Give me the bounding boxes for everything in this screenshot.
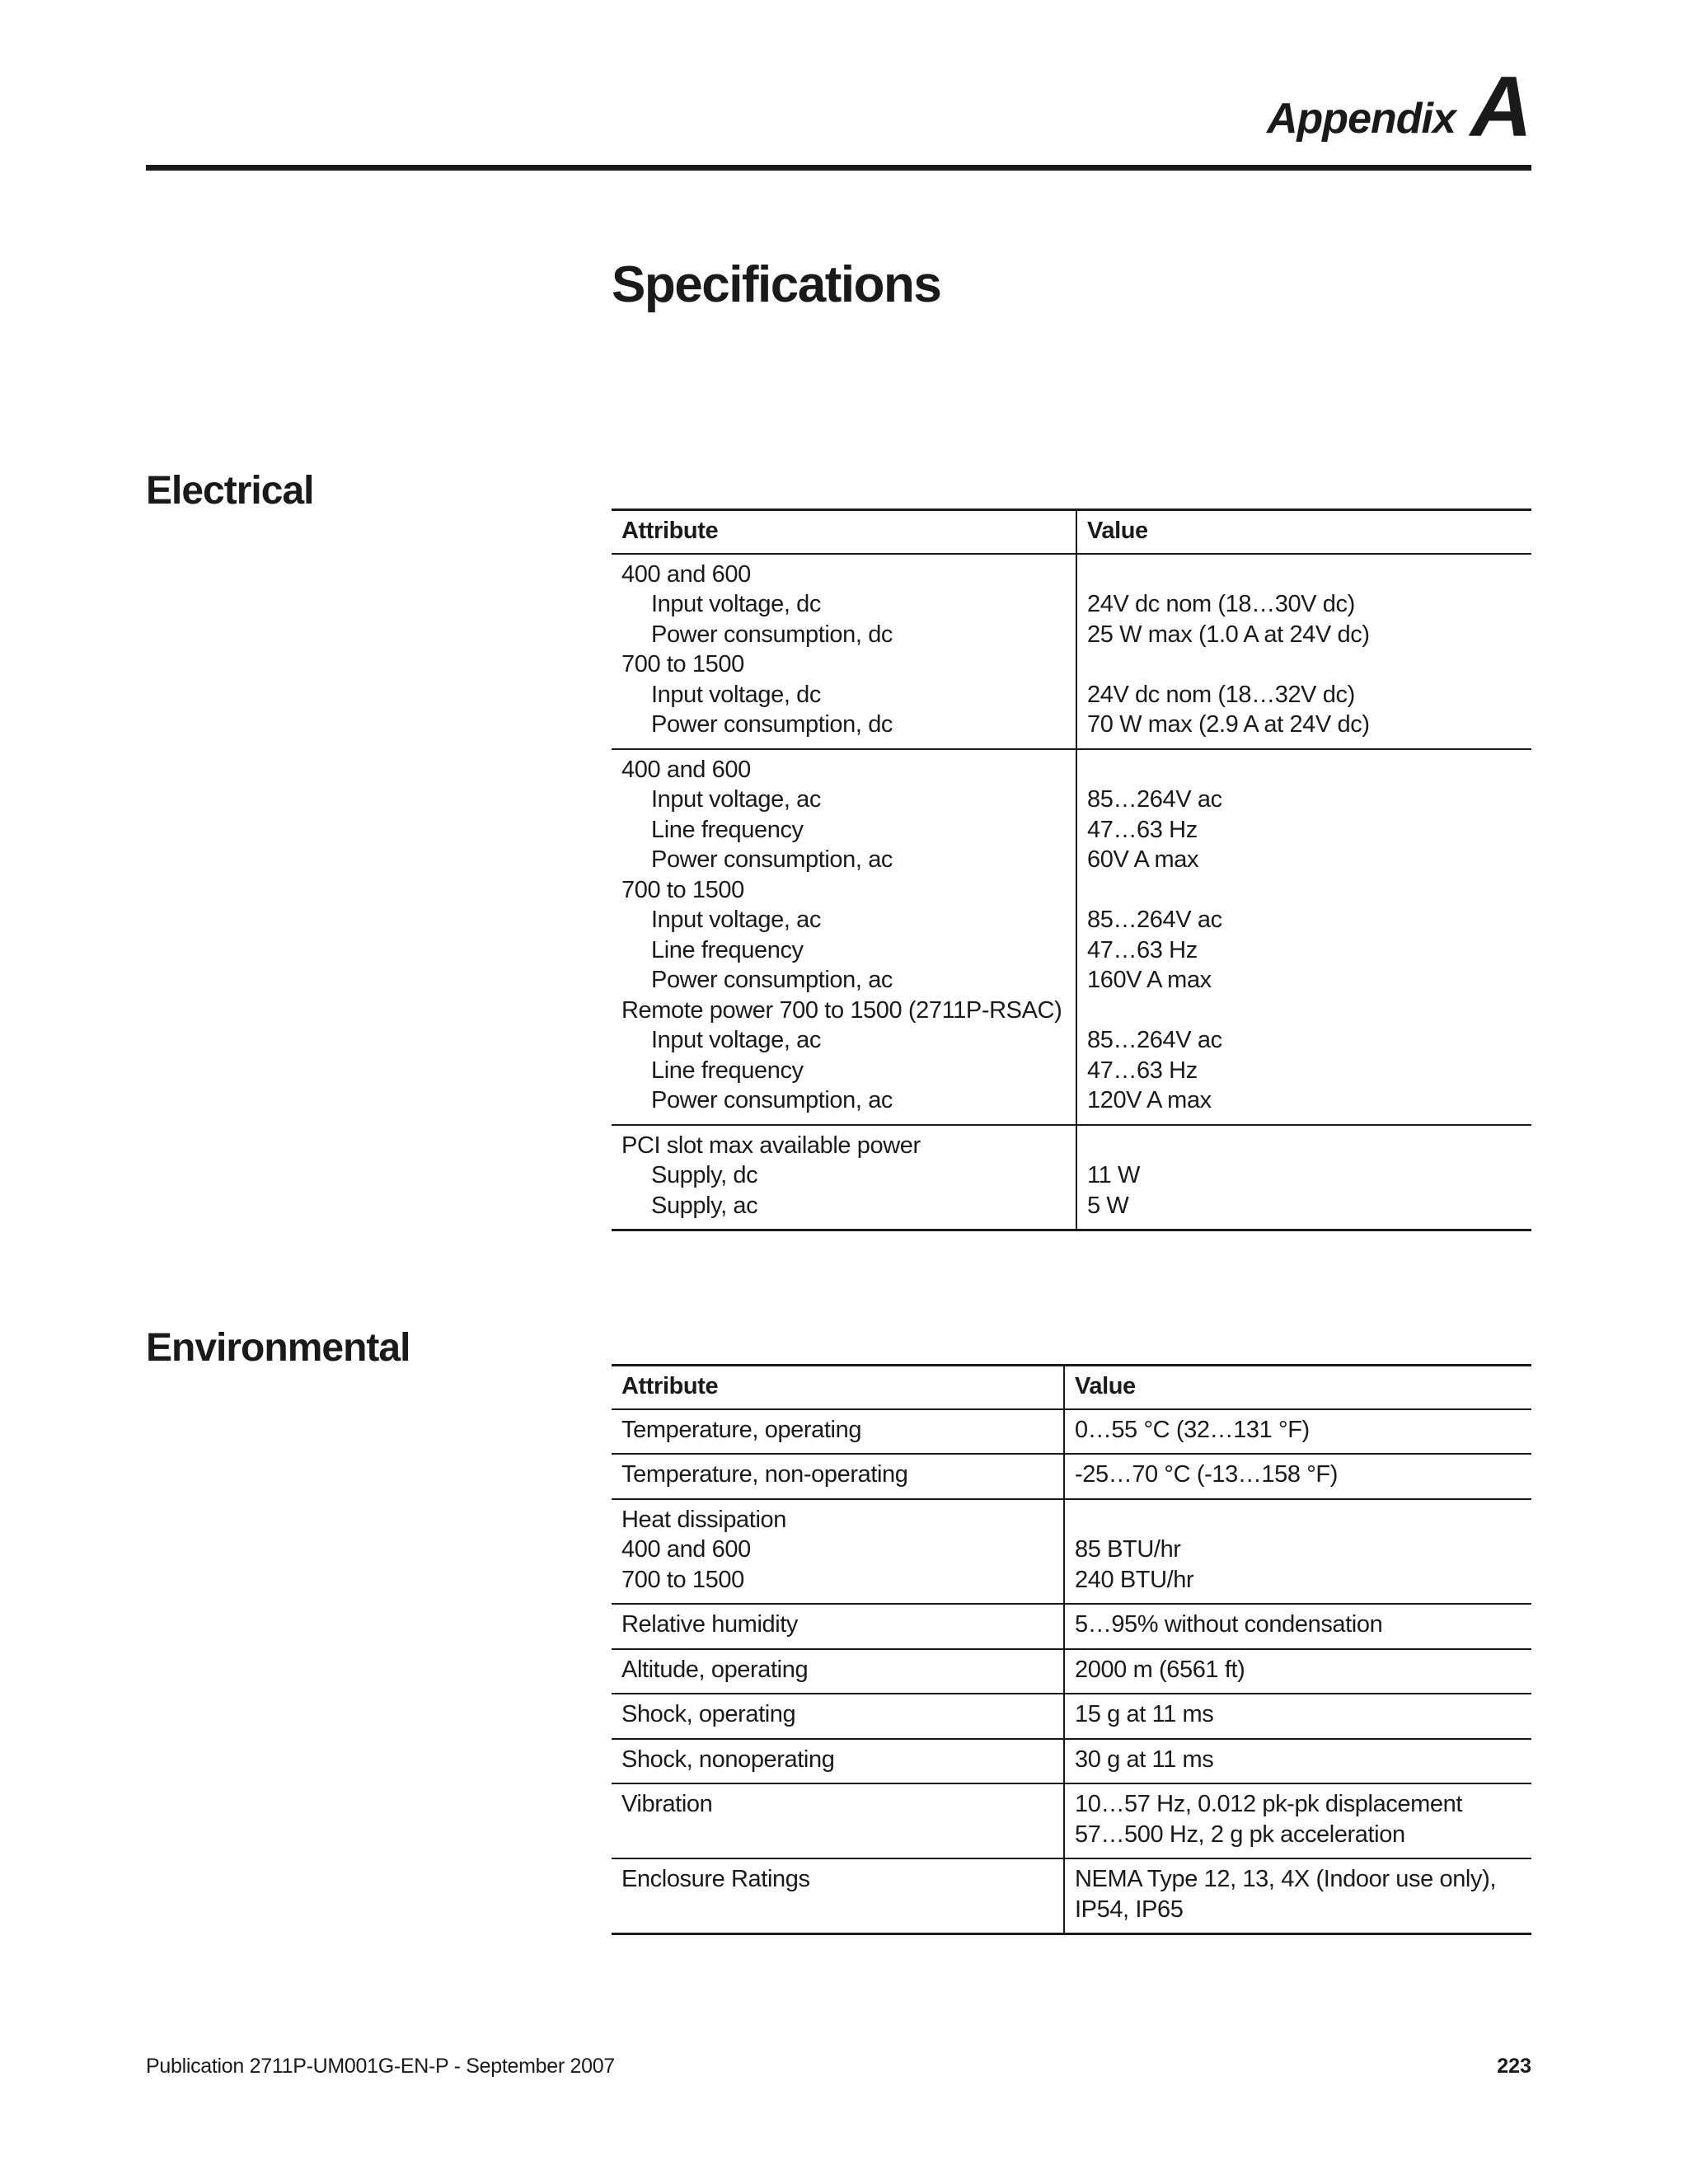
value-text <box>1087 560 1522 590</box>
attribute-text: Relative humidity <box>621 1611 799 1638</box>
attribute-text: Power consumption, ac <box>651 1087 893 1113</box>
appendix-label: Appendix <box>1266 95 1456 143</box>
attribute-text: PCI slot max available power <box>621 1132 921 1159</box>
table-row <box>612 1499 1531 1605</box>
attribute-text: Supply, dc <box>651 1162 758 1188</box>
table-header-row <box>612 510 1531 554</box>
attribute-cell <box>612 1454 1064 1499</box>
value-text: 85 BTU/hr <box>1075 1536 1181 1563</box>
value-text: 24V dc nom (18…32V dc) <box>1087 681 1355 708</box>
value-text: 85…264V ac <box>1087 786 1222 813</box>
table-row <box>612 749 1531 1125</box>
attribute-text: Input voltage, ac <box>651 907 822 933</box>
attribute-text: Temperature, non-operating <box>621 1461 908 1488</box>
electrical-table-body <box>612 554 1531 1230</box>
value-text: 5 W <box>1087 1192 1129 1219</box>
attribute-text: 400 and 600 <box>621 756 751 783</box>
value-cell <box>1076 554 1531 749</box>
attribute-text: Input voltage, dc <box>651 591 822 617</box>
attribute-cell <box>612 554 1076 749</box>
table-row <box>612 1649 1531 1694</box>
value-text: 30 g at 11 ms <box>1075 1746 1214 1773</box>
column-header-value: Value <box>1075 1373 1136 1399</box>
value-text: 24V dc nom (18…30V dc) <box>1087 591 1355 617</box>
attribute-text: Altitude, operating <box>621 1656 809 1683</box>
attribute-text: Temperature, operating <box>621 1416 862 1443</box>
attribute-text: Vibration <box>621 1791 713 1817</box>
publication-footer: Publication 2711P-UM001G-EN-P - September 2007 <box>146 2055 615 2078</box>
value-cell <box>1076 1125 1531 1230</box>
attribute-cell <box>612 1499 1064 1605</box>
attribute-text: Shock, operating <box>621 1701 796 1727</box>
attribute-text: Input voltage, dc <box>651 681 822 708</box>
table-row <box>612 1454 1531 1499</box>
environmental-spec-table <box>612 1364 1531 1935</box>
value-text: 240 BTU/hr <box>1075 1566 1194 1593</box>
attribute-cell <box>612 1694 1064 1739</box>
value-text <box>1087 996 1522 1026</box>
value-text: 85…264V ac <box>1087 907 1222 933</box>
value-text: 120V A max <box>1087 1087 1212 1113</box>
value-text: 70 W max (2.9 A at 24V dc) <box>1087 711 1370 738</box>
attribute-text: 700 to 1500 <box>621 651 744 677</box>
column-header-value: Value <box>1087 518 1148 544</box>
table-row <box>612 1604 1531 1649</box>
value-cell <box>1064 1454 1531 1499</box>
attribute-text: Input voltage, ac <box>651 786 822 813</box>
attribute-text: 700 to 1500 <box>621 1566 744 1593</box>
page-number: 223 <box>1497 2055 1531 2078</box>
attribute-cell <box>612 1604 1064 1649</box>
table-row <box>612 1783 1531 1858</box>
attribute-text: 700 to 1500 <box>621 876 744 903</box>
attribute-text: Power consumption, dc <box>651 621 893 648</box>
attribute-cell <box>612 1739 1064 1784</box>
attribute-cell <box>612 1858 1064 1934</box>
table-row <box>612 554 1531 749</box>
value-cell <box>1064 1783 1531 1858</box>
value-text: 57…500 Hz, 2 g pk acceleration <box>1075 1821 1405 1848</box>
value-text: 15 g at 11 ms <box>1075 1701 1214 1727</box>
attribute-text: Power consumption, ac <box>651 846 893 873</box>
attribute-text: Power consumption, dc <box>651 711 893 738</box>
value-text: 160V A max <box>1087 967 1212 993</box>
attribute-text: Remote power 700 to 1500 (2711P-RSAC) <box>621 996 1062 1024</box>
attribute-cell <box>612 1125 1076 1230</box>
table-row <box>612 1858 1531 1934</box>
attribute-cell <box>612 1783 1064 1858</box>
attribute-text: Supply, ac <box>651 1192 758 1219</box>
value-text: 10…57 Hz, 0.012 pk-pk displacement <box>1075 1791 1462 1817</box>
value-text: 11 W <box>1087 1162 1140 1188</box>
value-text: 0…55 °C (32…131 °F) <box>1075 1416 1310 1443</box>
value-text: NEMA Type 12, 13, 4X (Indoor use only), <box>1075 1866 1496 1892</box>
table-row <box>612 1125 1531 1230</box>
value-text <box>1087 755 1522 785</box>
value-text: 5…95% without condensation <box>1075 1611 1383 1638</box>
attribute-text: Shock, nonoperating <box>621 1746 835 1773</box>
attribute-text: Line frequency <box>651 1057 804 1084</box>
column-header-attribute: Attribute <box>612 1366 1064 1409</box>
value-text: -25…70 °C (-13…158 °F) <box>1075 1461 1339 1488</box>
value-text: 60V A max <box>1087 846 1199 873</box>
header-rule <box>146 165 1531 171</box>
value-text: 85…264V ac <box>1087 1027 1222 1053</box>
value-cell <box>1064 1649 1531 1694</box>
value-text: 47…63 Hz <box>1087 936 1198 963</box>
electrical-section-title: Electrical <box>146 469 314 513</box>
electrical-spec-table <box>612 509 1531 1231</box>
appendix-letter: A <box>1470 59 1531 155</box>
table-row <box>612 1694 1531 1739</box>
attribute-text: Heat dissipation <box>621 1506 786 1533</box>
appendix-heading <box>1266 59 1531 155</box>
attribute-text: Line frequency <box>651 816 804 843</box>
value-cell <box>1064 1409 1531 1455</box>
table-row <box>612 1739 1531 1784</box>
value-text: IP54, IP65 <box>1075 1896 1184 1923</box>
value-cell <box>1064 1604 1531 1649</box>
attribute-text: 400 and 600 <box>621 1536 751 1563</box>
attribute-text: Enclosure Ratings <box>621 1866 810 1892</box>
value-cell <box>1076 749 1531 1125</box>
value-cell <box>1064 1739 1531 1784</box>
attribute-cell <box>612 1649 1064 1694</box>
value-cell <box>1064 1694 1531 1739</box>
attribute-cell <box>612 749 1076 1125</box>
column-header-attribute: Attribute <box>612 510 1076 554</box>
table-row <box>612 1409 1531 1455</box>
value-text <box>1087 1131 1522 1161</box>
attribute-text: Input voltage, ac <box>651 1027 822 1053</box>
environmental-table-body <box>612 1409 1531 1934</box>
value-text: 47…63 Hz <box>1087 816 1198 843</box>
value-text <box>1087 875 1522 906</box>
attribute-cell <box>612 1409 1064 1455</box>
page-title: Specifications <box>612 256 941 313</box>
value-text <box>1075 1505 1522 1535</box>
value-cell <box>1064 1499 1531 1605</box>
attribute-text: Power consumption, ac <box>651 967 893 993</box>
value-text: 25 W max (1.0 A at 24V dc) <box>1087 621 1370 648</box>
attribute-text: Line frequency <box>651 936 804 963</box>
table-header-row <box>612 1366 1531 1409</box>
value-cell <box>1064 1858 1531 1934</box>
attribute-text: 400 and 600 <box>621 560 751 588</box>
value-text <box>1087 649 1522 680</box>
environmental-section-title: Environmental <box>146 1326 410 1370</box>
value-text: 47…63 Hz <box>1087 1057 1198 1084</box>
value-text: 2000 m (6561 ft) <box>1075 1656 1245 1683</box>
